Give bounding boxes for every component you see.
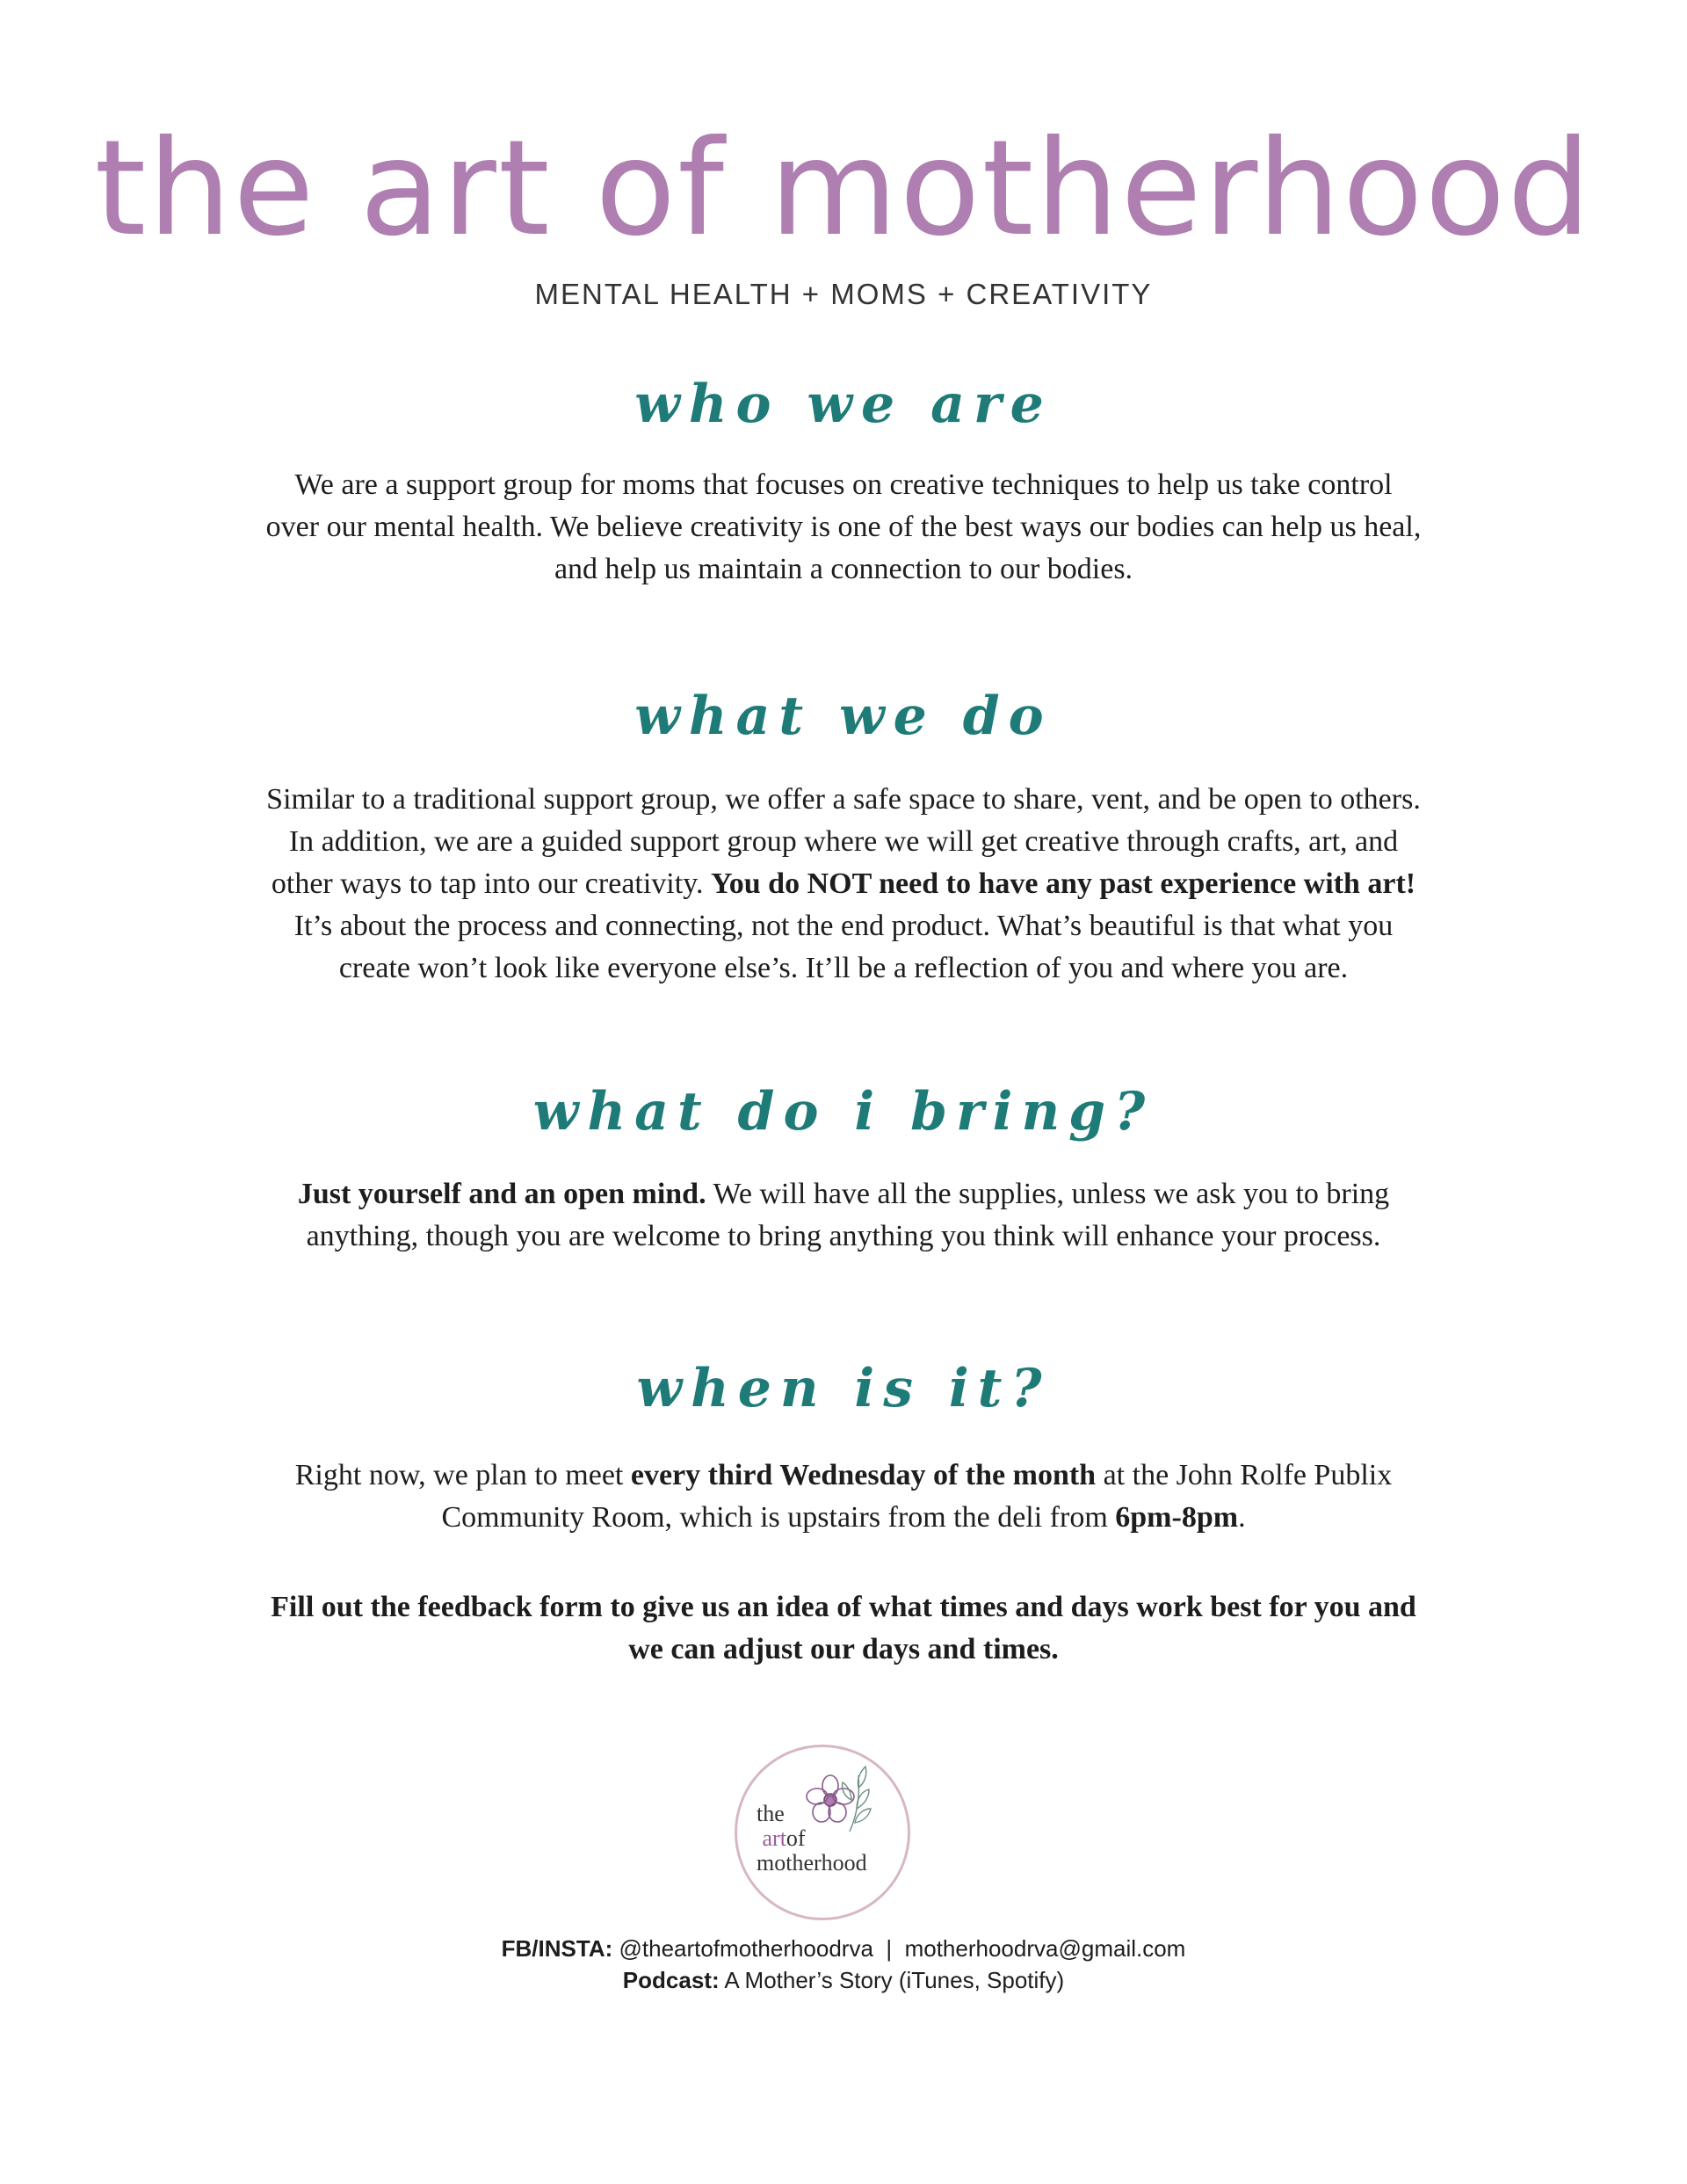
- when-line-plain: at the John Rolfe Publix: [1096, 1459, 1393, 1491]
- bring-line-plain: We will have all the supplies, unless we ask you to bring: [706, 1178, 1390, 1210]
- feedback-line: we can adjust our days and times.: [628, 1633, 1059, 1665]
- logo-badge: [735, 1745, 910, 1920]
- email-link[interactable]: motherhoodrva@gmail.com: [904, 1935, 1186, 1962]
- heading-what-we-do: what we do: [634, 686, 1053, 747]
- logo-of: of: [786, 1825, 806, 1851]
- podcast-label: Podcast:: [622, 1967, 720, 1993]
- what-line-bold: You do NOT need to have any past experience with art!: [710, 867, 1416, 900]
- when-line: [176, 1497, 1511, 1539]
- what-line: In addition, we are a guided support group where we will get creative through crafts, art, and: [288, 825, 1399, 858]
- footer-contact: [0, 1934, 1687, 1963]
- footer-podcast: [0, 1965, 1687, 1995]
- what-line-plain: other ways to tap into our creativity.: [271, 867, 711, 900]
- bring-line: [176, 1173, 1511, 1215]
- podcast-value: A Mother’s Story (iTunes, Spotify): [719, 1967, 1065, 1993]
- who-line: over our mental health. We believe creativity is one of the best ways our bodies can help us heal,: [265, 511, 1422, 543]
- heading-when-is-it: when is it?: [636, 1358, 1051, 1419]
- bring-line-bold: Just yourself and an open mind.: [297, 1178, 706, 1210]
- when-line-bold: 6pm-8pm: [1115, 1501, 1239, 1534]
- when-line-bold: every third Wednesday of the month: [630, 1459, 1097, 1491]
- when-line-plain: .: [1238, 1501, 1246, 1534]
- social-label: FB/INSTA:: [501, 1935, 613, 1962]
- heading-who-we-are: who we are: [634, 374, 1053, 435]
- tagline: MENTAL HEALTH + MOMS + CREATIVITY: [534, 278, 1153, 310]
- logo-art: art: [762, 1825, 786, 1851]
- heading-what-do-i-bring: what do i bring?: [532, 1081, 1155, 1143]
- when-is-it-text: [176, 1455, 1511, 1539]
- social-handle[interactable]: @theartofmotherhoodrva: [612, 1935, 873, 1962]
- what-we-do-text: [176, 779, 1511, 990]
- logo-wordmark: [757, 1802, 867, 1876]
- when-line: [176, 1455, 1511, 1497]
- when-line-plain: Right now, we plan to meet: [294, 1459, 631, 1491]
- what-do-i-bring-text: [176, 1173, 1511, 1258]
- page-title: the art of motherhood: [94, 112, 1593, 265]
- logo-line: motherhood: [757, 1850, 867, 1876]
- logo-line: [757, 1826, 867, 1851]
- logo-line: the: [757, 1801, 785, 1826]
- what-line: It’s about the process and connecting, not the end product. What’s beautiful is that what you: [293, 910, 1394, 942]
- when-line-plain: Community Room, which is upstairs from the deli from: [441, 1501, 1116, 1534]
- what-line: create won’t look like everyone else’s. It’ll be a reflection of you and where you are.: [338, 952, 1349, 984]
- footer-separator: |: [872, 1935, 905, 1962]
- what-line: [176, 863, 1511, 905]
- feedback-text: [176, 1586, 1511, 1671]
- bring-line: anything, though you are welcome to bring anything you think will enhance your process.: [306, 1220, 1381, 1252]
- who-we-are-text: [176, 464, 1511, 591]
- who-line: and help us maintain a connection to our bodies.: [554, 553, 1133, 585]
- what-line: Similar to a traditional support group, we offer a safe space to share, vent, and be open to others.: [266, 783, 1421, 816]
- who-line: We are a support group for moms that focuses on creative techniques to help us take control: [294, 468, 1393, 501]
- feedback-line: Fill out the feedback form to give us an idea of what times and days work best for you and: [271, 1591, 1416, 1623]
